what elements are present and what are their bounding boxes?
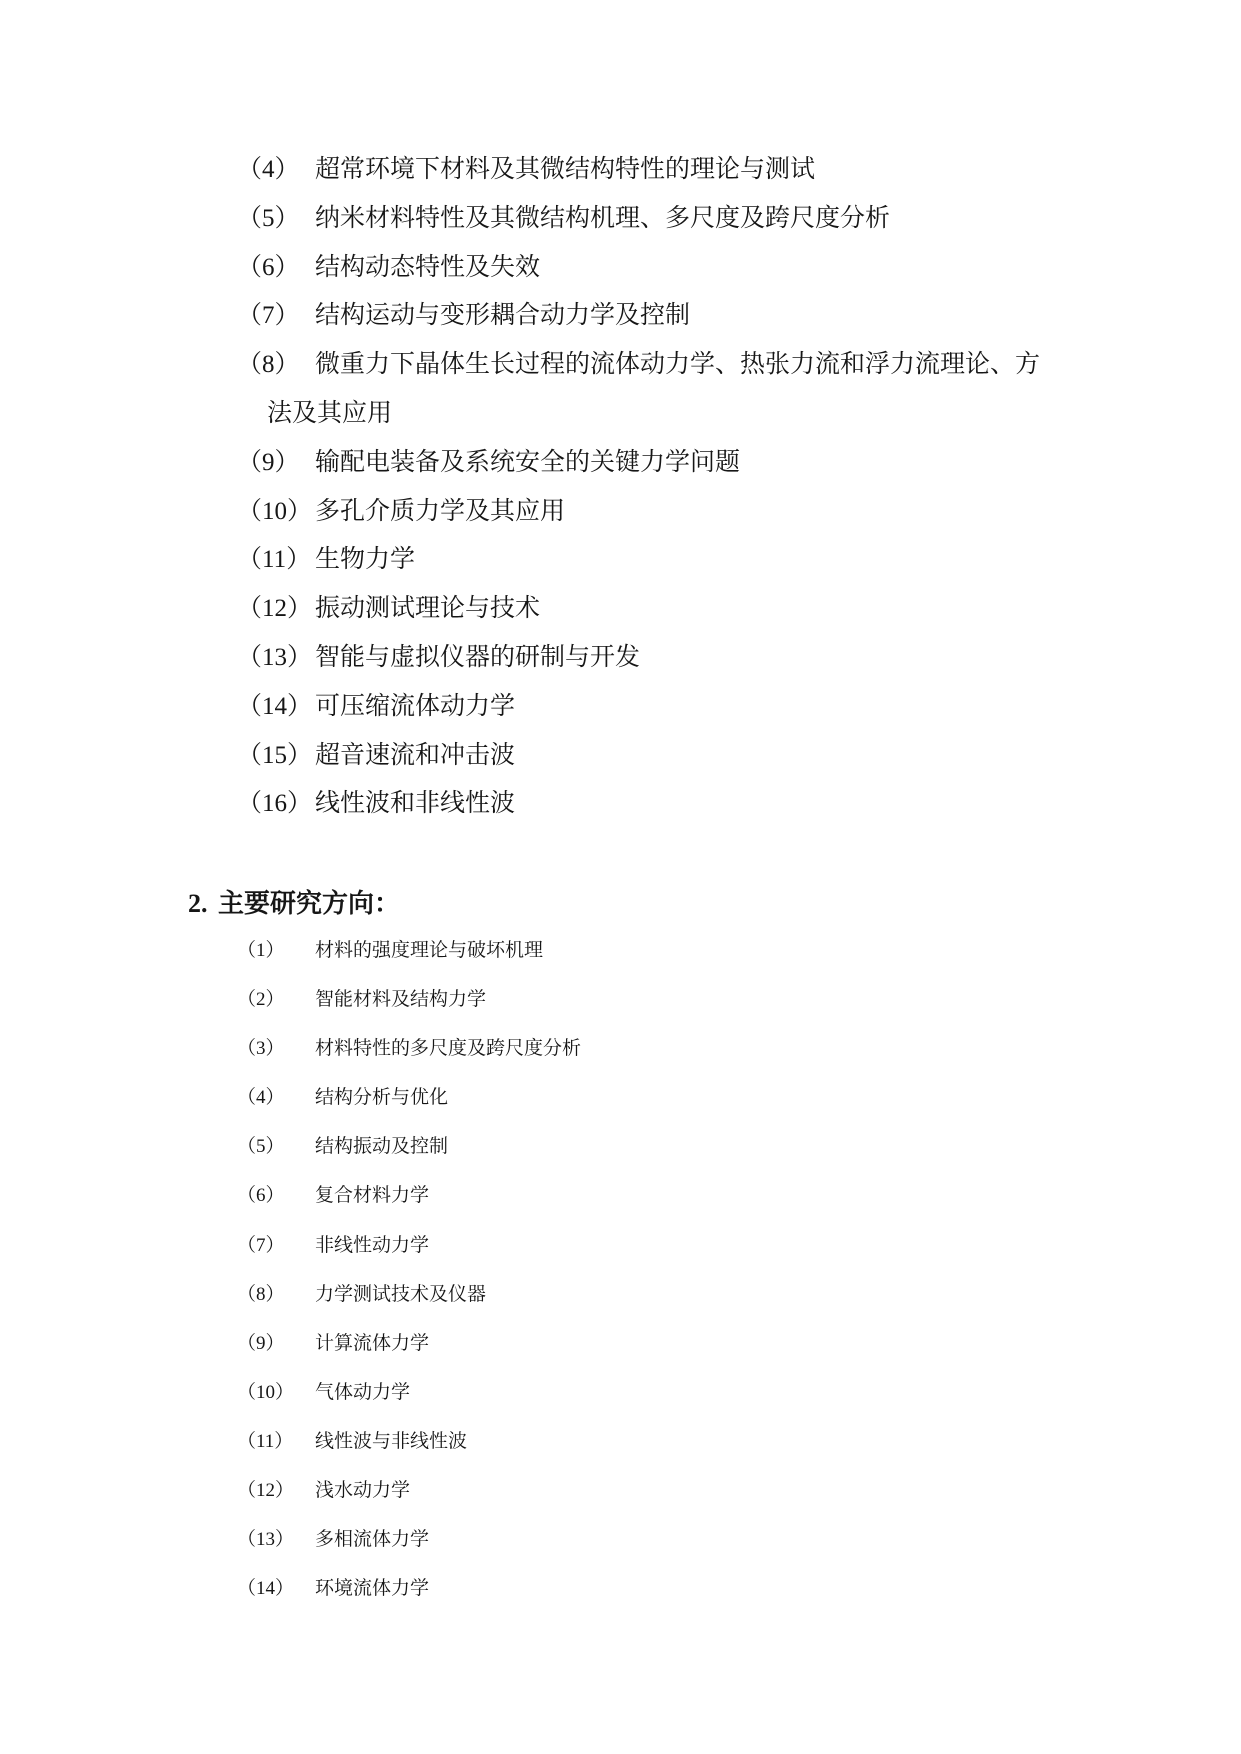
list-item bbox=[237, 975, 581, 1024]
item-number: （8） bbox=[237, 1283, 285, 1305]
item-text: 振动测试理论与技术 bbox=[315, 595, 541, 623]
list-item bbox=[237, 244, 1040, 293]
item-text: 微重力下晶体生长过程的流体动力学、热张力流和浮力流理论、方 bbox=[315, 351, 1041, 379]
item-number: （5） bbox=[237, 1136, 285, 1158]
list-item bbox=[237, 683, 1040, 732]
item-text: 材料特性的多尺度及跨尺度分析 bbox=[315, 1038, 582, 1060]
list-item bbox=[237, 1368, 581, 1417]
item-number: （10） bbox=[237, 1381, 295, 1403]
item-text: 线性波和非线性波 bbox=[315, 790, 516, 818]
list-item bbox=[237, 1073, 581, 1122]
item-text: 智能与虚拟仪器的研制与开发 bbox=[315, 643, 641, 671]
item-number: （12） bbox=[237, 1480, 295, 1502]
item-number: （6） bbox=[237, 1185, 285, 1207]
item-number: （4） bbox=[237, 156, 300, 183]
item-text: 环境流体力学 bbox=[315, 1578, 430, 1600]
item-text: 结构运动与变形耦合动力学及控制 bbox=[315, 302, 691, 330]
list-item bbox=[237, 1270, 581, 1319]
item-text: 智能材料及结构力学 bbox=[315, 989, 487, 1011]
item-text: 输配电装备及系统安全的关键力学问题 bbox=[315, 448, 741, 476]
list-item bbox=[237, 292, 1040, 341]
list-item bbox=[237, 341, 1040, 439]
research-topics-list bbox=[237, 146, 1040, 829]
list-item bbox=[237, 634, 1040, 683]
section-title: 主要研究方向： bbox=[218, 889, 401, 918]
item-number: （13） bbox=[237, 1529, 295, 1551]
item-number: （13） bbox=[237, 643, 313, 671]
list-item bbox=[237, 926, 581, 975]
item-text: 多孔介质力学及其应用 bbox=[315, 497, 566, 525]
item-text: 计算流体力学 bbox=[315, 1332, 430, 1354]
item-number: （9） bbox=[237, 448, 300, 476]
item-text: 非线性动力学 bbox=[315, 1234, 430, 1256]
item-number: （2） bbox=[237, 989, 285, 1011]
item-text: 结构分析与优化 bbox=[315, 1087, 449, 1109]
item-text-continuation: 法及其应用 bbox=[267, 399, 393, 427]
item-number: （11） bbox=[237, 1430, 294, 1452]
item-text: 超音速流和冲击波 bbox=[315, 741, 516, 769]
list-item bbox=[237, 732, 1040, 781]
list-item bbox=[237, 439, 1040, 488]
item-number: （5） bbox=[237, 204, 300, 232]
list-item bbox=[237, 1564, 581, 1613]
list-item bbox=[237, 1122, 581, 1171]
item-text: 力学测试技术及仪器 bbox=[315, 1283, 487, 1305]
item-number: （11） bbox=[237, 546, 312, 574]
item-number: （6） bbox=[237, 253, 300, 281]
list-item bbox=[237, 1221, 581, 1270]
item-text: 纳米材料特性及其微结构机理、多尺度及跨尺度分析 bbox=[315, 204, 891, 232]
item-number: （16） bbox=[237, 790, 313, 818]
list-item bbox=[237, 1171, 581, 1220]
list-item bbox=[237, 536, 1040, 585]
item-number: （7） bbox=[237, 1234, 285, 1256]
item-text: 气体动力学 bbox=[315, 1381, 411, 1403]
item-number: （4） bbox=[237, 1087, 285, 1109]
list-item bbox=[237, 488, 1040, 537]
item-number: （14） bbox=[237, 1578, 295, 1600]
list-item bbox=[237, 1515, 581, 1564]
item-text: 结构振动及控制 bbox=[315, 1136, 449, 1158]
item-number: （9） bbox=[237, 1332, 285, 1354]
research-directions-list bbox=[237, 926, 581, 1613]
item-number: （3） bbox=[237, 1038, 285, 1060]
item-number: （12） bbox=[237, 595, 313, 623]
item-text: 可压缩流体动力学 bbox=[315, 692, 516, 720]
list-item bbox=[237, 195, 1040, 244]
item-text: 结构动态特性及失效 bbox=[315, 253, 541, 281]
list-item bbox=[237, 585, 1040, 634]
list-item bbox=[237, 1024, 581, 1073]
item-number: （14） bbox=[237, 692, 313, 720]
item-text: 生物力学 bbox=[315, 546, 416, 574]
list-item bbox=[237, 1319, 581, 1368]
list-item bbox=[237, 1417, 581, 1466]
list-item bbox=[237, 1466, 581, 1515]
item-number: （8） bbox=[237, 351, 300, 379]
list-item bbox=[237, 146, 1040, 195]
item-number: （1） bbox=[237, 940, 285, 961]
item-number: （7） bbox=[237, 302, 300, 330]
item-text: 复合材料力学 bbox=[315, 1185, 430, 1207]
item-number: （10） bbox=[237, 497, 313, 525]
item-text: 超常环境下材料及其微结构特性的理论与测试 bbox=[315, 156, 816, 183]
item-text: 材料的强度理论与破坏机理 bbox=[315, 940, 544, 961]
item-text: 浅水动力学 bbox=[315, 1480, 411, 1502]
section-heading bbox=[188, 886, 400, 922]
section-number: 2. bbox=[188, 889, 208, 918]
item-text: 多相流体力学 bbox=[315, 1529, 430, 1551]
item-number: （15） bbox=[237, 741, 313, 769]
list-item bbox=[237, 780, 1040, 829]
item-text: 线性波与非线性波 bbox=[315, 1430, 468, 1452]
